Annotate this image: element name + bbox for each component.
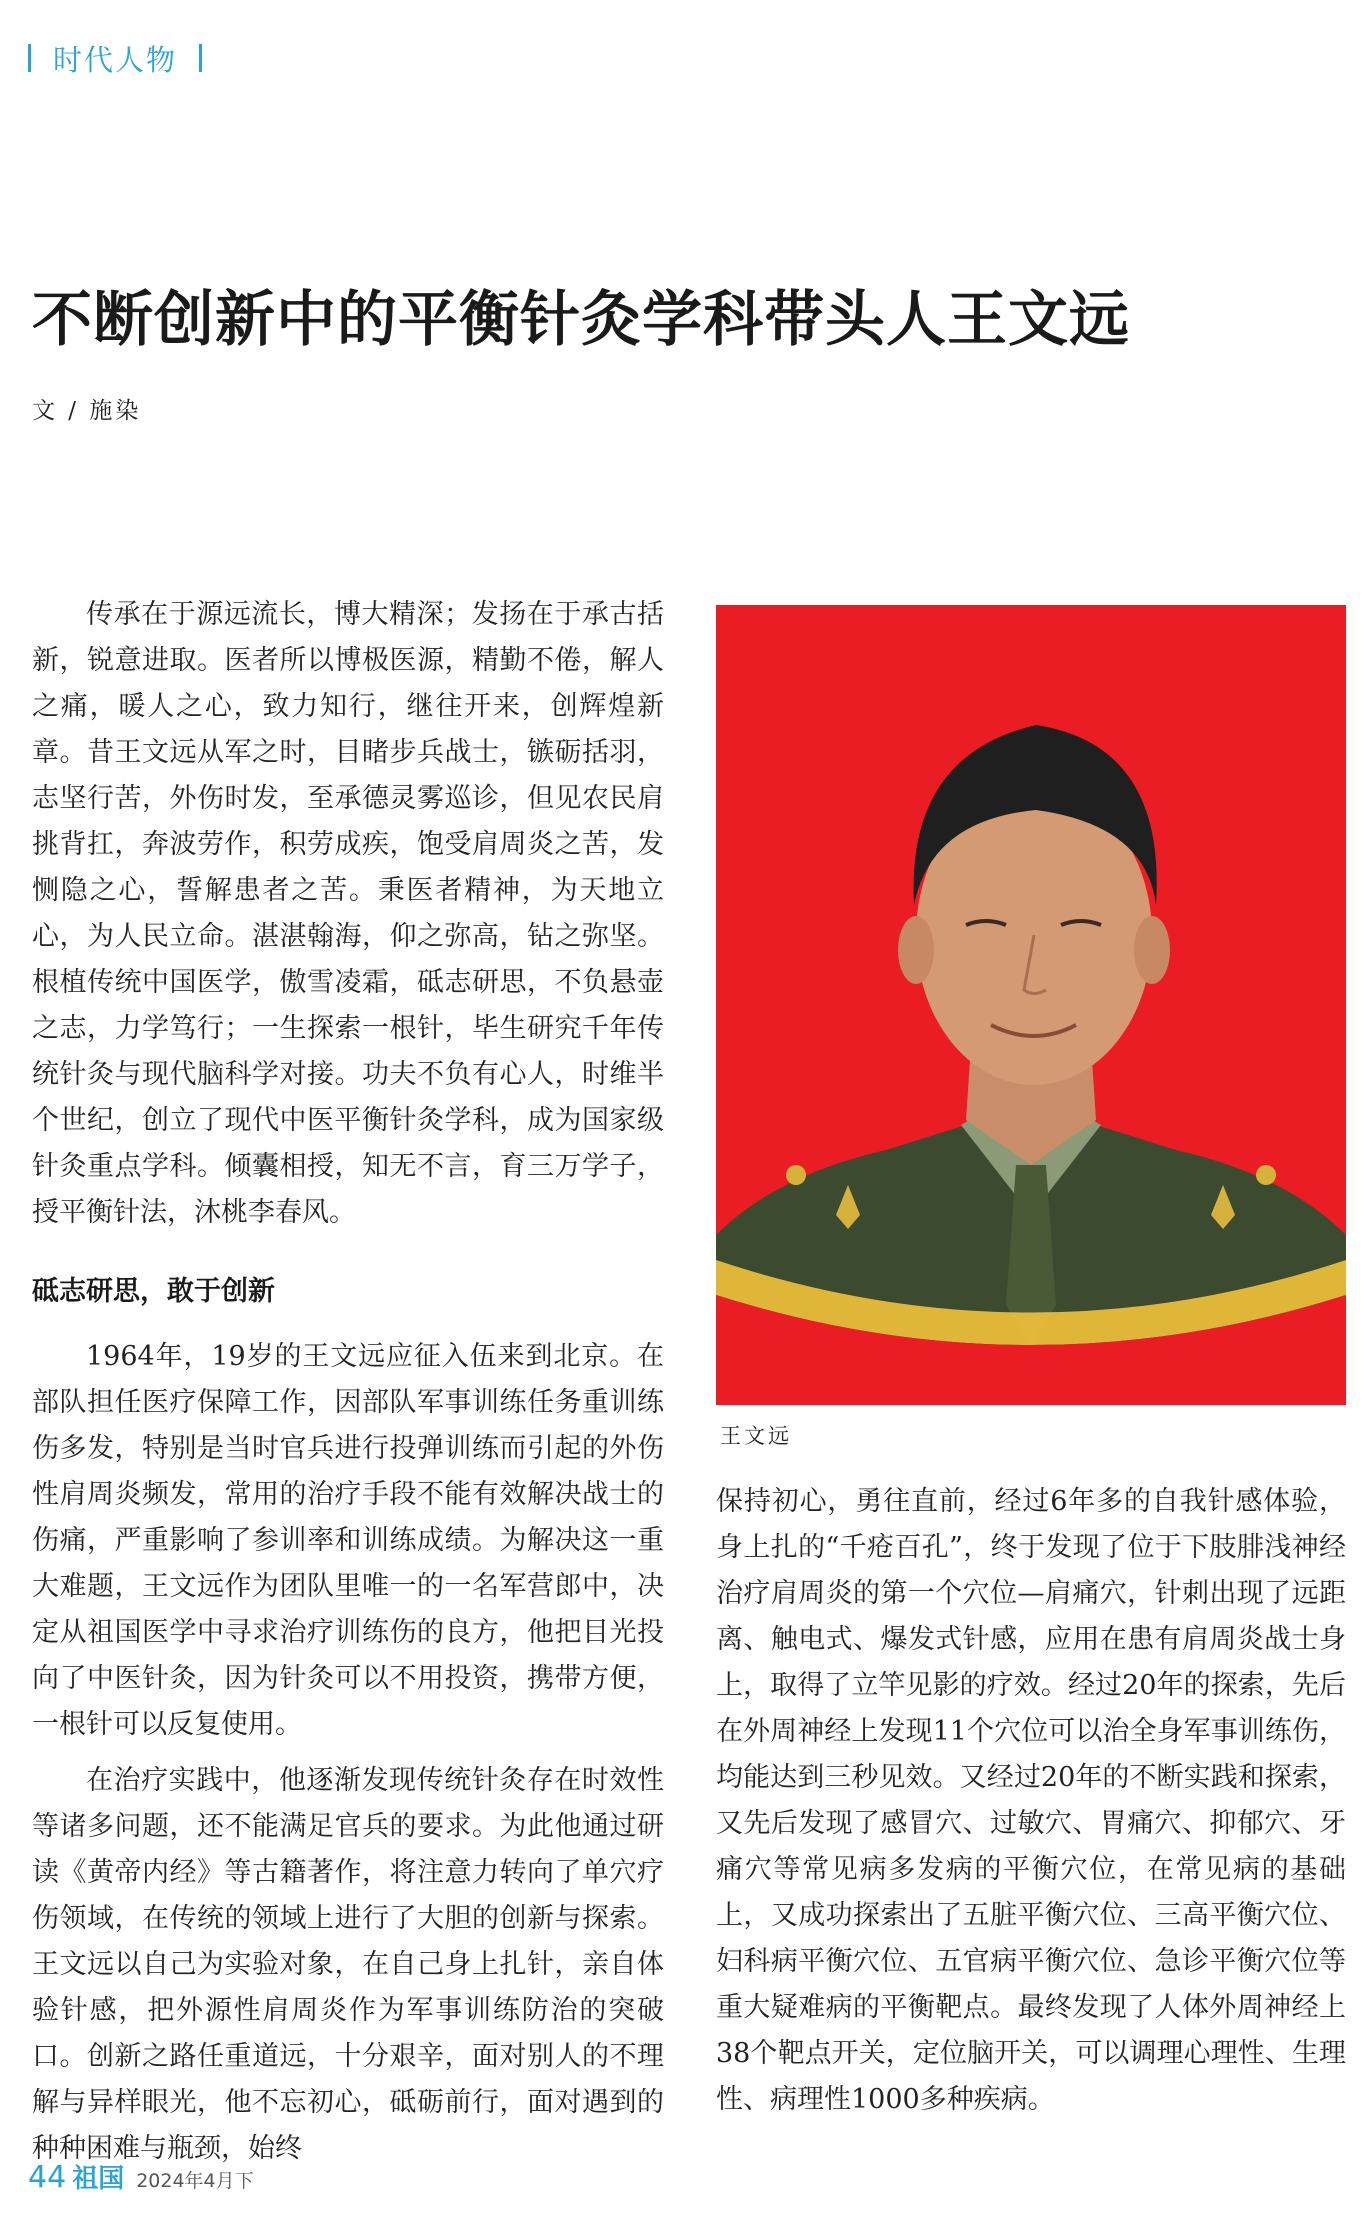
portrait-photo — [716, 605, 1346, 1405]
page-footer — [28, 2158, 254, 2195]
page-number: 44 — [28, 2160, 67, 2195]
article-byline: 文 / 施染 — [32, 398, 142, 424]
section-heading: 砥志研思，敢于创新 — [32, 1276, 275, 1307]
column-tag-left-bar — [28, 44, 31, 72]
issue-date: 2024年4月下 — [136, 2170, 254, 2192]
magazine-name: 祖国 — [72, 2164, 125, 2194]
column-tag — [28, 38, 202, 78]
body-paragraph-3: 保持初心，勇往直前，经过6年多的自我针感体验，身上扎的“千疮百孔”，终于发现了位于下肢腓浅神经治疗肩周炎的第一个穴位—肩痛穴，针刺出现了远距离、触电式、爆发式针感，应用在患有肩周炎战士身上，取得了立竿见影的疗效。经过20年的探索，先后在外周神经上发现11个穴位可以治全身军事训练伤，均能达到三秒见效。又经过20年的不断实践和探索，又先后发现了感冒穴、过敏穴、胃痛穴、抑郁穴、牙痛穴等常见病多发病的平衡穴位，在常见病的基础上，又成功探索出了五脏平衡穴位、三高平衡穴位、妇科病平衡穴位、五官病平衡穴位、急诊平衡穴位等重大疑难病的平衡靶点。最终发现了人体外周神经上38个靶点开关，定位脑开关，可以调理心理性、生理性、病理性1000多种疾病。 — [716, 1486, 1346, 2115]
right-column — [716, 1479, 1346, 2123]
body-paragraph-1: 1964年，19岁的王文远应征入伍来到北京。在部队担任医疗保障工作，因部队军事训练任务重训练伤多发，特别是当时官兵进行投弹训练而引起的外伤性肩周炎频发，常用的治疗手段不能有效解决战士的伤痛，严重影响了参训率和训练成绩。为解决这一重大难题，王文远作为团队里唯一的一名军营郎中，决定从祖国医学中寻求治疗训练伤的良方，他把目光投向了中医针灸，因为针灸可以不用投资，携带方便，一根针可以反复使用。 — [32, 1341, 664, 1740]
intro-paragraph: 传承在于源远流长，博大精深；发扬在于承古括新，锐意进取。医者所以博极医源，精勤不倦，解人之痛，暖人之心，致力知行，继往开来，创辉煌新章。昔王文远从军之时，目睹步兵战士，镞砺括羽，志坚行苦，外伤时发，至承德灵雾巡诊，但见农民肩挑背扛，奔波劳作，积劳成疾，饱受肩周炎之苦，发恻隐之心，誓解患者之苦。秉医者精神，为天地立心，为人民立命。湛湛翰海，仰之弥高，钻之弥坚。根植传统中国医学，傲雪凌霜，砥志研思，不负悬壶之志，力学笃行；一生探索一根针，毕生研究千年传统针灸与现代脑科学对接。功夫不负有心人，时维半个世纪，创立了现代中医平衡针灸学科，成为国家级针灸重点学科。倾囊相授，知无不言，育三万学子，授平衡针法，沐桃李春风。 — [32, 599, 664, 1228]
article-title: 不断创新中的平衡针灸学科带头人王文远 — [32, 285, 1130, 355]
photo-caption: 王文远 — [720, 1424, 792, 1448]
section-body — [32, 1334, 664, 2172]
column-tag-label: 时代人物 — [53, 42, 178, 77]
left-column — [32, 592, 664, 2172]
portrait-illustration — [716, 605, 1346, 1405]
column-tag-right-bar — [199, 44, 202, 72]
body-paragraph-2: 在治疗实践中，他逐渐发现传统针灸存在时效性等诸多问题，还不能满足官兵的要求。为此他通过研读《黄帝内经》等古籍著作，将注意力转向了单穴疗伤领域，在传统的领域上进行了大胆的创新与探索。王文远以自己为实验对象，在自己身上扎针，亲自体验针感，把外源性肩周炎作为军事训练防治的突破口。创新之路任重道远，十分艰辛，面对别人的不理解与异样眼光，他不忘初心，砥砺前行，面对遇到的种种困难与瓶颈，始终 — [32, 1765, 664, 2164]
